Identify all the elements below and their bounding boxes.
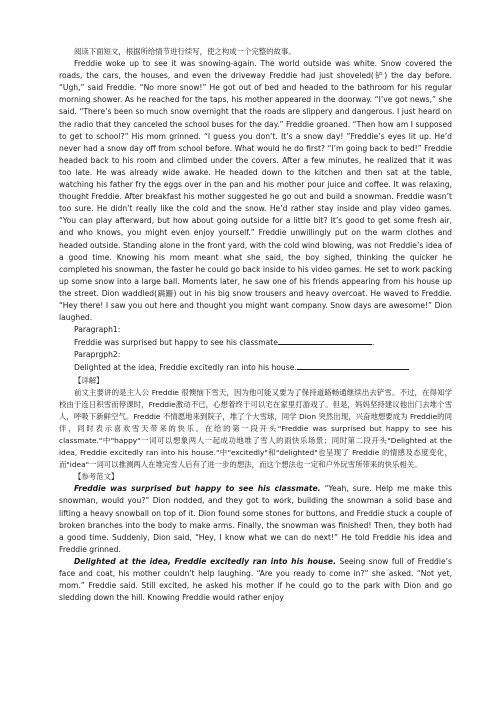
task-instruction: 阅读下面短文，根据所给情节进行续写，使之构成一个完整的故事。 xyxy=(74,47,296,56)
answer-blank-1[interactable] xyxy=(278,336,372,345)
sample1-lead: Freddie was surprised but happy to see his classmate. xyxy=(74,484,321,494)
paragraph1-prompt: Freddie was surprised but happy to see his classmate . xyxy=(74,338,375,348)
detail-text: 前文主要讲的是主人公 Freddie 很懊恼下雪天，因为他可能又要为了保持道路畅通继续出去铲雪。不过，在得知学校由于连日积雪而停课时，Freddie激动不已，心想着终于可以宅在家里打游戏了。但是，妈妈坚持建议他出门去堆个雪人，呼吸下新鲜空气。Freddie 不情愿地来到院子，堆了个大雪球，同学 Dion 突然出现，兴奋地想要成为 Freddie的同伴，同时表示喜欢雪天带来的快乐。在给的第一段开头"Freddie was surprised but happy to see his classmate."中"happy"一词可以想象两人一起成功地堆了雪人的雨快乐场景；同时第二段开头"Delighted at the idea, Freddie excitedly ran into his house."中"excitedly"和"delighted"也呈现了 Freddie 的情感及态度变化，而"idea"一词可以推测两人在堆完雪人后有了进一步的想法，而这个想法也一定和户外玩雪所带来的快乐相关。 xyxy=(59,387,452,470)
answer-blank-2[interactable] xyxy=(297,361,409,370)
sample-paragraph-1 xyxy=(59,483,452,556)
paragraph1-label: Paragraph1: xyxy=(74,325,121,335)
paragraph2-prompt xyxy=(59,361,452,374)
sample-paragraph-2 xyxy=(59,556,452,604)
sample2-body: Seeing snow full of Freddie’s face and coat, his mother couldn’t help laughing. “Are you ready to come in?” she asked. “Not yet, mom.” Freddie said. Still excited, he asked his mother if he could go to the park with Dion and go sledding down the hill. Knowing Freddie would rather enjoy xyxy=(59,556,452,603)
story-text: Freddie woke up to see it was snowing-again. The world outside was white. Snow covered the roads, the cars, the houses, and even the driveway Freddie had just shoveled(铲) the day before. “Ugh,” said Freddie. “No more snow!” He got out of bed and headed to the bathroom for his regular morning shower. As he reached for the taps, his mother appeared in the doorway. “I’ve got news,” she said. “There’s been so much snow overnight that the roads are slippery and dangerous. I just heard on the radio that they canceled the school buses for the day.” Freddie groaned. “Then how am I supposed to get to school?” His mom grinned. “I guess you don’t. It’s a snow day! ”Freddie’s eyes lit up. He’d never had a snow day off from school before. What would he do first? “I’m going back to bed!” Freddie headed back to his room and climbed under the covers. After a few minutes, he realized that it was too late. He was already wide awake. He headed down to the kitchen and then sat at the table, watching his father fry the eggs over in the pan and his mother pour juice and coffee. It was relaxing, thought Freddie. After breakfast his mother suggested he go out and build a snowman. Freddie wasn’t too sure. He didn’t really like the cold and the snow. He’d rather stay inside and play video games. “You can play afterward, but how about going outside for a little bit? It’s good to get some fresh air, and who knows, you might even enjoy yourself.” Freddie unwillingly put on the warm clothes and headed outside. Standing alone in the front yard, with the cold wind blowing, was not Freddie’s idea of a good time. Knowing his mom meant what she said, the boy sighed, thinking the quicker he completed his snowman, the faster he could go back inside to his video games. He set to work packing up some snow into a large ball. Moments later, he saw one of his friends appearing from his house up the street. Dion waddled(蹒跚) out in his big snow trousers and heavy overcoat. He waved to Freddie. “Hey there! I saw you out here and thought you might want company. Snow days are awesome!” Dion laughed. xyxy=(59,59,453,323)
paragraph2-prompt-text: Delighted at the idea, Freddie excitedly ran into his house. xyxy=(74,363,297,373)
paragraph2-label: Paraprgph2: xyxy=(74,350,121,360)
sample1-body: “Yeah, sure. Help me make this snowman, would you?” Dion nodded, and they got to work, building the snowman a solid base and lifting a heavy snowball on top of it. Dion found some stones for buttons, and Freddie stuck a couple of broken branches into the body to make arms. Finally, the snowman was finished! Then, they both had a good time. Suddenly, Dion said, “Hey, I know what we can do next!” He told Freddie his idea and Freddie grinned. xyxy=(59,484,452,554)
sample2-lead: Delighted at the idea, Freddie excitedly ran into his house. xyxy=(74,556,336,566)
sample-heading: 【参考范文】 xyxy=(74,472,119,482)
detail-heading: 【详解】 xyxy=(74,375,104,385)
paragraph1-prompt-text: Freddie was surprised but happy to see his classmate xyxy=(74,338,278,348)
